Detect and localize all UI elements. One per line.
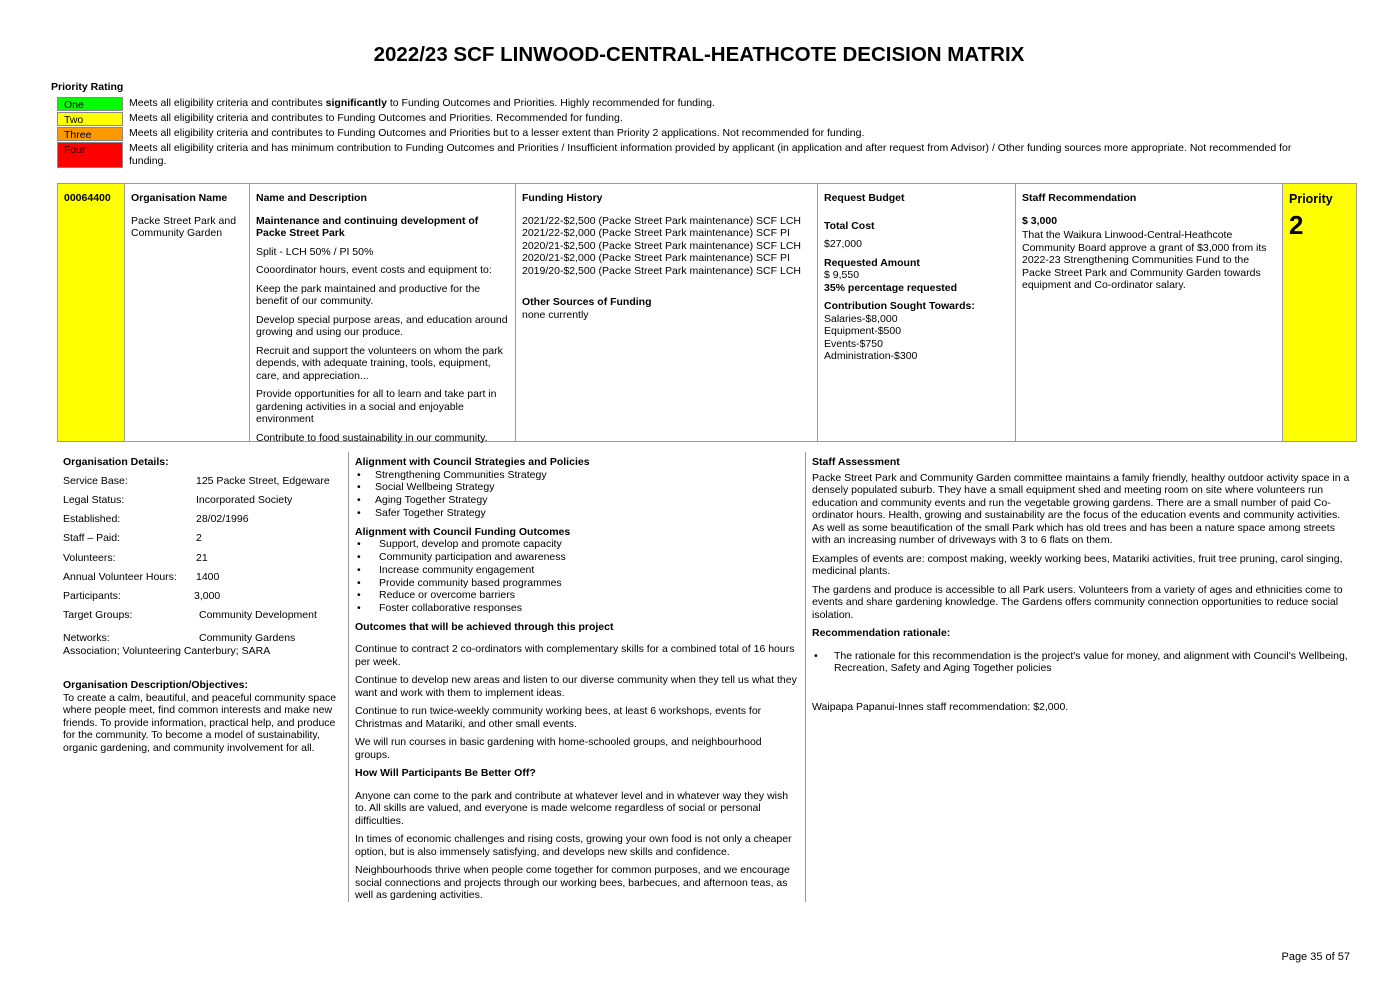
achieved-item: We will run courses in basic gardening with home-schooled groups, and neighbourhood groups. xyxy=(355,736,762,761)
detail-value: 21 xyxy=(196,551,208,564)
org-details-heading: Organisation Details: xyxy=(63,456,169,468)
staff-rec-amount: $ 3,000 xyxy=(1022,214,1058,227)
page-number: Page 35 of 57 xyxy=(1281,951,1350,963)
strategy-item: • Social Wellbeing Strategy xyxy=(355,481,799,494)
priority-row-two xyxy=(57,112,1317,126)
priority-label-three: Three xyxy=(57,127,123,141)
detail-value: Community Development xyxy=(199,609,317,622)
detail-value: 2 xyxy=(196,532,202,545)
priority-desc-two: Meets all eligibility criteria and contributes to Funding Outcomes and Priorities. Recommended for funding. xyxy=(129,112,623,124)
org-description-heading: Organisation Description/Objectives: xyxy=(63,679,248,691)
detail-key: Service Base: xyxy=(63,474,128,487)
requested-percentage: 35% percentage requested xyxy=(824,281,958,294)
assessment-paragraph: Packe Street Park and Community Garden committee maintains a family friendly, healthy outdoor activity space in a densely populated suburb. They have a small equipment shed and meeting room on site where volunteers run education and community events and run the vegetable growing gardens. There are a small number of paid Co-ordinator hours. Health, growing and sustainability are the focus of the education events and community activities. As well as some beautification of the small Park which has old trees and has been a nature space among streets with an increasing number of driveways with 3 to 6 flats on them. xyxy=(812,471,1350,546)
priority-value: 2 xyxy=(1289,210,1304,240)
networks-label: Networks: xyxy=(63,632,110,644)
total-cost: $27,000 xyxy=(824,238,862,250)
organisation-name-cell xyxy=(125,184,250,441)
desc-item: Develop special purpose areas, and education around growing and using our produce. xyxy=(256,313,508,338)
split: Split - LCH 50% / PI 50% xyxy=(256,245,374,258)
outcome-item: • Increase community engagement xyxy=(355,564,799,577)
detail-row xyxy=(63,567,342,586)
funding-history-item: 2019/20-$2,500 (Packe Street Park maintenance) SCF LCH xyxy=(522,264,801,277)
desc-item: Recruit and support the volunteers on whom the park depends, with adequate training, tools, equipment, care, and appreciation... xyxy=(256,344,503,382)
desc-item: Contribute to food sustainability in our community. xyxy=(256,431,488,444)
application-id: 00064400 xyxy=(58,184,125,441)
strategy-item: • Aging Together Strategy xyxy=(355,494,799,507)
budget-header: Request Budget xyxy=(824,192,905,204)
outcome-item: • Provide community based programmes xyxy=(355,577,799,590)
funding-history-item: 2021/22-$2,000 (Packe Street Park maintenance) SCF PI xyxy=(522,227,790,239)
priority-cell xyxy=(1283,184,1356,441)
assessment-heading: Staff Assessment xyxy=(812,456,900,468)
detail-key: Volunteers: xyxy=(63,551,116,564)
details-section xyxy=(57,452,1357,902)
org-name-header: Organisation Name xyxy=(131,192,228,204)
priority-desc-one: Meets all eligibility criteria and contributes significantly to Funding Outcomes and Priorities. Highly recommended for funding. xyxy=(129,97,715,109)
organisation-details xyxy=(57,452,348,902)
priority-header: Priority xyxy=(1289,192,1333,206)
staff-rec-header: Staff Recommendation xyxy=(1022,192,1137,204)
detail-value: 125 Packe Street, Edgeware xyxy=(196,474,330,487)
detail-key: Legal Status: xyxy=(63,494,125,507)
detail-key: Participants: xyxy=(63,589,121,602)
outcomes-heading: Alignment with Council Funding Outcomes xyxy=(355,525,571,538)
org-description: To create a calm, beautiful, and peaceful community space where people meet, find common interests and make new friends. To provide information, practical help, and produce for the community. To become a model of sustainability, organic gardening, and community involvement for all. xyxy=(63,691,337,754)
priority-row-three xyxy=(57,127,1317,141)
alignment-column xyxy=(348,452,806,902)
detail-row xyxy=(63,606,342,625)
better-off-item: Anyone can come to the park and contribute at whatever level and in whatever way they wish to. All skills are valued, and everyone is made welcome regardless of social or personal difficulties. xyxy=(355,789,789,827)
page-title: 2022/23 SCF LINWOOD-CENTRAL-HEATHCOTE DECISION MATRIX xyxy=(373,43,1025,66)
other-sources-header: Other Sources of Funding xyxy=(522,296,652,308)
outcomes-list xyxy=(355,538,799,615)
outcome-item: • Foster collaborative responses xyxy=(355,602,799,615)
contribution-item: Equipment-$500 xyxy=(824,325,902,337)
org-name: Packe Street Park and Community Garden xyxy=(131,214,237,239)
priority-desc-four: Meets all eligibility criteria and has minimum contribution to Funding Outcomes and Priorities / Insufficient information provided by applicant (in application and after request from Advisor) / Other funding sources more appropriate. Not recommended for funding. xyxy=(129,142,1292,167)
strategy-item: • Safer Together Strategy xyxy=(355,507,799,520)
contribution-item: Administration-$300 xyxy=(824,350,918,362)
detail-row xyxy=(63,529,342,548)
name-desc-header: Name and Description xyxy=(256,192,367,204)
detail-value: 1400 xyxy=(196,570,220,583)
detail-key: Target Groups: xyxy=(63,609,133,622)
desc-item: Keep the park maintained and productive for the benefit of our community. xyxy=(256,282,481,307)
staff-assessment-column xyxy=(806,452,1357,902)
summary-table xyxy=(57,183,1357,442)
funding-history-header: Funding History xyxy=(522,192,603,204)
strategies-list xyxy=(355,469,799,520)
detail-row xyxy=(63,587,342,606)
better-off-item: Neighbourhoods thrive when people come together for common purposes, and we encourage social connections and projects through our working bees, barbecues, and afternoon teas, as well as gardening activities. xyxy=(355,864,790,902)
rationale-item: • The rationale for this recommendation is the project's value for money, and alignment with Council's Wellbeing, Recreation, Safety and Aging Together policies xyxy=(812,650,1351,676)
requested-label: Requested Amount xyxy=(824,256,920,269)
funding-history-item: 2021/22-$2,500 (Packe Street Park maintenance) SCF LCH xyxy=(522,214,801,227)
detail-key: Annual Volunteer Hours: xyxy=(63,570,177,583)
priority-row-four xyxy=(57,142,1317,168)
priority-rating-heading: Priority Rating xyxy=(51,81,124,93)
assessment-paragraph: The gardens and produce is accessible to all Park users. Volunteers from a variety of ages and ethnicities come to events and share gardening knowledge. The Gardens offers community connection opportunities to reduce social isolation. xyxy=(812,583,1343,621)
detail-row xyxy=(63,548,342,567)
contribution-item: Salaries-$8,000 xyxy=(824,312,898,325)
priority-label-one: One xyxy=(57,97,123,111)
other-sources: none currently xyxy=(522,308,589,321)
better-off-heading: How Will Participants Be Better Off? xyxy=(355,767,536,780)
priority-label-four: Four xyxy=(57,142,123,168)
funding-history-list xyxy=(522,215,811,278)
name-description-cell xyxy=(250,184,516,444)
detail-value: 3,000 xyxy=(194,589,221,602)
detail-row xyxy=(63,491,342,510)
priority-label-two: Two xyxy=(57,112,123,126)
staff-rec-text: That the Waikura Linwood-Central-Heathcote Community Board approve a grant of $3,000 from its 2022-23 Strengthening Communities Fund to the Packe Street Park and Community Garden towards equipment and Co-ordinator salary. xyxy=(1022,229,1267,291)
detail-value: Incorporated Society xyxy=(196,494,293,507)
rationale-list xyxy=(812,650,1351,676)
funding-history-item: 2020/21-$2,500 (Packe Street Park maintenance) SCF LCH xyxy=(522,239,801,252)
detail-value: 28/02/1996 xyxy=(196,513,249,526)
detail-row xyxy=(63,510,342,529)
achieved-item: Continue to run twice-weekly community working bees, at least 6 workshops, events for Christmas and Matariki, and other small events. xyxy=(355,705,762,730)
other-board-recommendation: Waipapa Papanui-Innes staff recommendation: $2,000. xyxy=(812,701,1069,714)
outcome-item: • Reduce or overcome barriers xyxy=(355,589,799,602)
requested-amount: $ 9,550 xyxy=(824,269,860,281)
strategies-heading: Alignment with Council Strategies and Policies xyxy=(355,456,590,468)
staff-recommendation-cell xyxy=(1016,184,1283,441)
total-cost-label: Total Cost xyxy=(824,219,875,232)
assessment-paragraph: Examples of events are: compost making, weekly working bees, Matariki activities, fruit tree pruning, carol singing, medicinal plants. xyxy=(812,552,1343,577)
priority-desc-three: Meets all eligibility criteria and contributes to Funding Outcomes and Priorities but to a lesser extent than Priority 2 applications. Not recommended for funding. xyxy=(129,127,865,139)
desc-item: Provide opportunities for all to learn and take part in gardening activities in a social and enjoyable environment xyxy=(256,388,497,425)
strategy-item: • Strengthening Communities Strategy xyxy=(355,469,799,482)
achieved-heading: Outcomes that will be achieved through this project xyxy=(355,620,614,633)
priority-row-one xyxy=(57,97,1317,111)
rationale-heading: Recommendation rationale: xyxy=(812,627,951,639)
networks-value: Community Gardens xyxy=(199,632,296,644)
request-budget-cell xyxy=(818,184,1016,441)
detail-key: Established: xyxy=(63,513,121,526)
funding-history-item: 2020/21-$2,000 (Packe Street Park maintenance) SCF PI xyxy=(522,252,790,264)
detail-row xyxy=(63,472,342,491)
achieved-item: Continue to contract 2 co-ordinators with complementary skills for a combined total of 16 hours per week. xyxy=(355,643,795,668)
networks-row xyxy=(63,632,342,657)
desc-item: Cooordinator hours, event costs and equipment to: xyxy=(256,264,492,276)
detail-key: Staff – Paid: xyxy=(63,532,121,545)
networks-continued: Association; Volunteering Canterbury; SARA xyxy=(63,644,271,657)
contribution-label: Contribution Sought Towards: xyxy=(824,300,975,312)
better-off-item: In times of economic challenges and rising costs, growing your own food is not only a cheaper option, but is also immensely satisfying, and develops new skills and confidence. xyxy=(355,833,792,858)
outcome-item: • Support, develop and promote capacity xyxy=(355,538,799,551)
achieved-item: Continue to develop new areas and listen to our diverse community when they tell us what they want and work with them to implement ideas. xyxy=(355,674,797,699)
funding-history-cell xyxy=(516,184,818,441)
outcome-item: • Community participation and awareness xyxy=(355,551,799,564)
contribution-item: Events-$750 xyxy=(824,337,883,350)
project-name: Maintenance and continuing development of Packe Street Park xyxy=(256,214,479,239)
